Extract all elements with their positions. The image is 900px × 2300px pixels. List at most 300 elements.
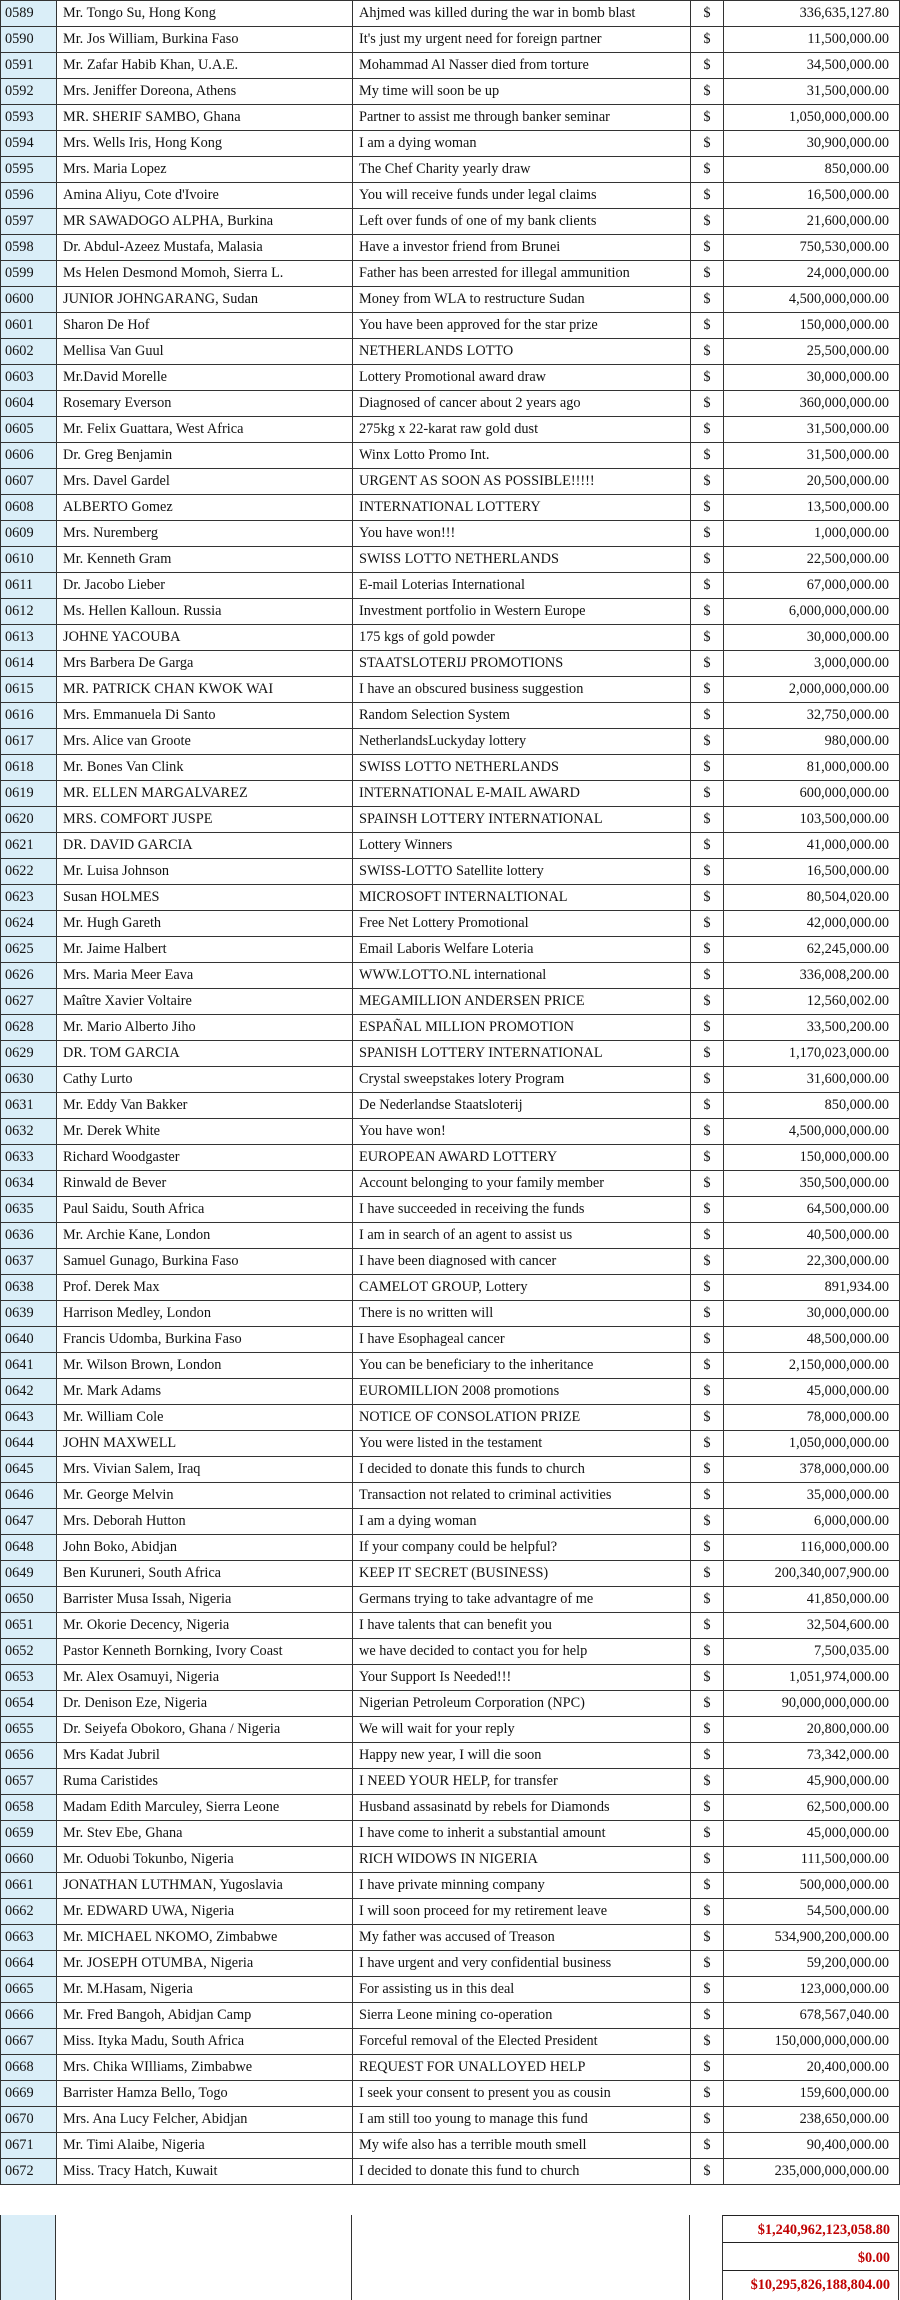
row-id: 0614 [1,651,57,677]
totals-subject-cell [352,2215,690,2300]
row-amount: 336,008,200.00 [724,963,900,989]
row-sender: Mrs. Ana Lucy Felcher, Abidjan [57,2107,353,2133]
row-currency: $ [691,2029,724,2055]
row-amount: 62,245,000.00 [724,937,900,963]
row-currency: $ [691,677,724,703]
row-currency: $ [691,625,724,651]
table-row [1,677,900,703]
row-amount: 4,500,000,000.00 [724,287,900,313]
table-row [1,443,900,469]
table-row [1,1327,900,1353]
row-subject: Husband assasinatd by rebels for Diamonds [353,1795,691,1821]
row-id: 0649 [1,1561,57,1587]
table-row [1,1665,900,1691]
row-id: 0664 [1,1951,57,1977]
row-amount: 336,635,127.80 [724,1,900,27]
table-row [1,1197,900,1223]
row-amount: 2,150,000,000.00 [724,1353,900,1379]
ledger-rows [1,1,900,2185]
row-currency: $ [691,1,724,27]
row-id: 0633 [1,1145,57,1171]
row-sender: Mr. Wilson Brown, London [57,1353,353,1379]
row-amount: 90,000,000,000.00 [724,1691,900,1717]
subtotal-rule [723,2242,899,2243]
row-amount: 45,000,000.00 [724,1821,900,1847]
row-subject: I seek your consent to present you as cousin [353,2081,691,2107]
row-sender: Mr. Fred Bangoh, Abidjan Camp [57,2003,353,2029]
row-currency: $ [691,1275,724,1301]
row-sender: Mrs. Emmanuela Di Santo [57,703,353,729]
row-currency: $ [691,2107,724,2133]
row-amount: 4,500,000,000.00 [724,1119,900,1145]
row-subject: Investment portfolio in Western Europe [353,599,691,625]
row-sender: Francis Udomba, Burkina Faso [57,1327,353,1353]
row-currency: $ [691,1405,724,1431]
row-sender: Amina Aliyu, Cote d'Ivoire [57,183,353,209]
row-currency: $ [691,1457,724,1483]
row-id: 0602 [1,339,57,365]
row-amount: 80,504,020.00 [724,885,900,911]
table-row [1,1431,900,1457]
row-id: 0666 [1,2003,57,2029]
row-id: 0635 [1,1197,57,1223]
row-id: 0603 [1,365,57,391]
row-id: 0639 [1,1301,57,1327]
row-currency: $ [691,781,724,807]
row-subject: EUROPEAN AWARD LOTTERY [353,1145,691,1171]
row-currency: $ [691,1301,724,1327]
row-subject: Happy new year, I will die soon [353,1743,691,1769]
row-subject: Your Support Is Needed!!! [353,1665,691,1691]
row-currency: $ [691,1613,724,1639]
row-currency: $ [691,339,724,365]
table-row [1,755,900,781]
table-row [1,599,900,625]
row-id: 0623 [1,885,57,911]
table-row [1,157,900,183]
table-row [1,625,900,651]
row-subject: For assisting us in this deal [353,1977,691,2003]
row-sender: Mr. William Cole [57,1405,353,1431]
row-amount: 22,300,000.00 [724,1249,900,1275]
row-subject: You have won!!! [353,521,691,547]
row-currency: $ [691,183,724,209]
row-currency: $ [691,1197,724,1223]
table-row [1,1613,900,1639]
row-sender: Mr. MICHAEL NKOMO, Zimbabwe [57,1925,353,1951]
row-id: 0612 [1,599,57,625]
row-subject: NetherlandsLuckyday lottery [353,729,691,755]
row-subject: It's just my urgent need for foreign partner [353,27,691,53]
table-row [1,703,900,729]
table-row [1,2055,900,2081]
table-row [1,183,900,209]
row-amount: 850,000.00 [724,1093,900,1119]
table-row [1,339,900,365]
row-amount: 235,000,000,000.00 [724,2159,900,2185]
row-id: 0626 [1,963,57,989]
table-row [1,2029,900,2055]
table-row [1,1977,900,2003]
row-currency: $ [691,1977,724,2003]
row-currency: $ [691,1353,724,1379]
row-currency: $ [691,261,724,287]
row-sender: Dr. Seiyefa Obokoro, Ghana / Nigeria [57,1717,353,1743]
adjustment-value: $0.00 [857,2250,890,2266]
row-amount: 1,050,000,000.00 [724,105,900,131]
row-sender: Mr. Bones Van Clink [57,755,353,781]
subtotal-value: $1,240,962,123,058.80 [757,2222,890,2238]
row-currency: $ [691,1691,724,1717]
row-subject: ESPAÑAL MILLION PROMOTION [353,1015,691,1041]
row-amount: 21,600,000.00 [724,209,900,235]
table-row [1,2159,900,2185]
table-row [1,1873,900,1899]
row-id: 0595 [1,157,57,183]
table-row [1,2081,900,2107]
row-amount: 20,400,000.00 [724,2055,900,2081]
row-subject: You have won! [353,1119,691,1145]
row-currency: $ [691,911,724,937]
row-currency: $ [691,1067,724,1093]
table-row [1,1743,900,1769]
row-amount: 750,530,000.00 [724,235,900,261]
totals-id-cell [0,2215,56,2300]
table-row [1,833,900,859]
row-currency: $ [691,287,724,313]
table-row [1,53,900,79]
table-row [1,1847,900,1873]
row-subject: STAATSLOTERIJ PROMOTIONS [353,651,691,677]
row-sender: Mrs. Davel Gardel [57,469,353,495]
row-subject: Email Laboris Welfare Loteria [353,937,691,963]
row-id: 0599 [1,261,57,287]
row-id: 0628 [1,1015,57,1041]
row-subject: Random Selection System [353,703,691,729]
row-currency: $ [691,1587,724,1613]
row-amount: 238,650,000.00 [724,2107,900,2133]
row-currency: $ [691,157,724,183]
row-currency: $ [691,1795,724,1821]
row-id: 0590 [1,27,57,53]
row-sender: Mr. Felix Guattara, West Africa [57,417,353,443]
row-id: 0647 [1,1509,57,1535]
table-row [1,651,900,677]
row-subject: I am a dying woman [353,131,691,157]
row-subject: I have talents that can benefit you [353,1613,691,1639]
row-subject: Have a investor friend from Brunei [353,235,691,261]
adjustment-rule [723,2270,899,2271]
row-amount: 150,000,000.00 [724,313,900,339]
row-amount: 48,500,000.00 [724,1327,900,1353]
row-sender: Mr. Luisa Johnson [57,859,353,885]
row-currency: $ [691,989,724,1015]
row-id: 0655 [1,1717,57,1743]
row-currency: $ [691,1119,724,1145]
row-amount: 42,000,000.00 [724,911,900,937]
table-row [1,209,900,235]
row-subject: Diagnosed of cancer about 2 years ago [353,391,691,417]
row-currency: $ [691,1093,724,1119]
table-row [1,1769,900,1795]
table-row [1,1223,900,1249]
row-amount: 81,000,000.00 [724,755,900,781]
row-currency: $ [691,79,724,105]
grand-total-value: $10,295,826,188,804.00 [750,2277,890,2293]
row-currency: $ [691,2081,724,2107]
row-subject: Lottery Promotional award draw [353,365,691,391]
row-sender: Mr. Oduobi Tokunbo, Nigeria [57,1847,353,1873]
row-currency: $ [691,27,724,53]
table-row [1,365,900,391]
row-amount: 22,500,000.00 [724,547,900,573]
row-sender: Mrs. Vivian Salem, Iraq [57,1457,353,1483]
row-amount: 90,400,000.00 [724,2133,900,2159]
row-id: 0611 [1,573,57,599]
row-subject: I have urgent and very confidential business [353,1951,691,1977]
table-row [1,1691,900,1717]
row-subject: RICH WIDOWS IN NIGERIA [353,1847,691,1873]
row-subject: MEGAMILLION ANDERSEN PRICE [353,989,691,1015]
row-id: 0619 [1,781,57,807]
row-sender: Mr. Alex Osamuyi, Nigeria [57,1665,353,1691]
row-subject: KEEP IT SECRET (BUSINESS) [353,1561,691,1587]
row-amount: 150,000,000,000.00 [724,2029,900,2055]
row-currency: $ [691,2159,724,2185]
row-currency: $ [691,859,724,885]
row-amount: 78,000,000.00 [724,1405,900,1431]
row-sender: Richard Woodgaster [57,1145,353,1171]
row-amount: 20,500,000.00 [724,469,900,495]
row-id: 0670 [1,2107,57,2133]
row-subject: SPAINSH LOTTERY INTERNATIONAL [353,807,691,833]
row-sender: Mr. Derek White [57,1119,353,1145]
row-sender: Rinwald de Bever [57,1171,353,1197]
row-subject: Crystal sweepstakes lotery Program [353,1067,691,1093]
row-id: 0646 [1,1483,57,1509]
row-subject: URGENT AS SOON AS POSSIBLE!!!!! [353,469,691,495]
row-id: 0630 [1,1067,57,1093]
row-id: 0644 [1,1431,57,1457]
table-row [1,287,900,313]
row-amount: 32,750,000.00 [724,703,900,729]
row-amount: 378,000,000.00 [724,1457,900,1483]
row-id: 0663 [1,1925,57,1951]
row-subject: The Chef Charity yearly draw [353,157,691,183]
row-currency: $ [691,1717,724,1743]
row-amount: 24,000,000.00 [724,261,900,287]
row-sender: Mrs. Chika WIlliams, Zimbabwe [57,2055,353,2081]
row-id: 0596 [1,183,57,209]
row-id: 0600 [1,287,57,313]
row-currency: $ [691,235,724,261]
row-id: 0662 [1,1899,57,1925]
table-row [1,1717,900,1743]
row-amount: 1,050,000,000.00 [724,1431,900,1457]
table-row [1,1561,900,1587]
table-row [1,963,900,989]
row-currency: $ [691,209,724,235]
row-currency: $ [691,1041,724,1067]
row-currency: $ [691,599,724,625]
row-sender: MR. ELLEN MARGALVAREZ [57,781,353,807]
row-sender: Sharon De Hof [57,313,353,339]
row-currency: $ [691,651,724,677]
row-id: 0591 [1,53,57,79]
row-amount: 30,000,000.00 [724,625,900,651]
row-currency: $ [691,755,724,781]
row-id: 0624 [1,911,57,937]
row-sender: Miss. Tracy Hatch, Kuwait [57,2159,353,2185]
table-row [1,27,900,53]
row-sender: Mr.David Morelle [57,365,353,391]
row-subject: 175 kgs of gold powder [353,625,691,651]
row-id: 0594 [1,131,57,157]
row-sender: Mr. JOSEPH OTUMBA, Nigeria [57,1951,353,1977]
row-amount: 31,500,000.00 [724,79,900,105]
totals-top-rule [723,2215,899,2216]
row-id: 0658 [1,1795,57,1821]
row-currency: $ [691,1743,724,1769]
row-sender: Mellisa Van Guul [57,339,353,365]
row-subject: SPANISH LOTTERY INTERNATIONAL [353,1041,691,1067]
row-amount: 891,934.00 [724,1275,900,1301]
table-row [1,1249,900,1275]
row-currency: $ [691,1145,724,1171]
table-row [1,495,900,521]
row-sender: Mr. Jaime Halbert [57,937,353,963]
row-currency: $ [691,1899,724,1925]
row-subject: There is no written will [353,1301,691,1327]
row-amount: 41,000,000.00 [724,833,900,859]
row-amount: 73,342,000.00 [724,1743,900,1769]
row-subject: I will soon proceed for my retirement leave [353,1899,691,1925]
row-sender: Harrison Medley, London [57,1301,353,1327]
row-currency: $ [691,1431,724,1457]
row-amount: 3,000,000.00 [724,651,900,677]
row-currency: $ [691,521,724,547]
row-sender: DR. TOM GARCIA [57,1041,353,1067]
row-id: 0592 [1,79,57,105]
row-sender: JOHN MAXWELL [57,1431,353,1457]
row-subject: I have succeeded in receiving the funds [353,1197,691,1223]
row-sender: Dr. Abdul-Azeez Mustafa, Malasia [57,235,353,261]
row-id: 0657 [1,1769,57,1795]
totals-section [0,2215,899,2300]
row-sender: JUNIOR JOHNGARANG, Sudan [57,287,353,313]
row-subject: Forceful removal of the Elected President [353,2029,691,2055]
row-sender: Prof. Derek Max [57,1275,353,1301]
row-currency: $ [691,573,724,599]
row-subject: I have been diagnosed with cancer [353,1249,691,1275]
row-amount: 7,500,035.00 [724,1639,900,1665]
table-row [1,1275,900,1301]
row-amount: 34,500,000.00 [724,53,900,79]
row-sender: Mr. Mark Adams [57,1379,353,1405]
row-currency: $ [691,1951,724,1977]
row-subject: I have Esophageal cancer [353,1327,691,1353]
row-id: 0640 [1,1327,57,1353]
row-subject: You have been approved for the star prize [353,313,691,339]
row-currency: $ [691,1821,724,1847]
row-currency: $ [691,1665,724,1691]
row-amount: 35,000,000.00 [724,1483,900,1509]
row-amount: 59,200,000.00 [724,1951,900,1977]
row-id: 0661 [1,1873,57,1899]
row-currency: $ [691,1873,724,1899]
row-amount: 62,500,000.00 [724,1795,900,1821]
table-row [1,1067,900,1093]
table-row [1,573,900,599]
row-sender: Mr. Archie Kane, London [57,1223,353,1249]
row-id: 0642 [1,1379,57,1405]
row-sender: Mrs. Maria Lopez [57,157,353,183]
row-sender: Mr. Zafar Habib Khan, U.A.E. [57,53,353,79]
row-id: 0607 [1,469,57,495]
table-row [1,859,900,885]
row-subject: De Nederlandse Staatsloterij [353,1093,691,1119]
row-subject: CAMELOT GROUP, Lottery [353,1275,691,1301]
row-id: 0636 [1,1223,57,1249]
row-sender: John Boko, Abidjan [57,1535,353,1561]
row-sender: Barrister Hamza Bello, Togo [57,2081,353,2107]
row-subject: INTERNATIONAL E-MAIL AWARD [353,781,691,807]
table-row [1,1925,900,1951]
row-subject: I am a dying woman [353,1509,691,1535]
totals-currency-cell [690,2215,723,2300]
table-row [1,1899,900,1925]
row-id: 0631 [1,1093,57,1119]
row-sender: Rosemary Everson [57,391,353,417]
table-row [1,1041,900,1067]
row-id: 0610 [1,547,57,573]
table-row [1,1171,900,1197]
row-id: 0616 [1,703,57,729]
row-sender: Samuel Gunago, Burkina Faso [57,1249,353,1275]
row-subject: My father was accused of Treason [353,1925,691,1951]
row-currency: $ [691,495,724,521]
row-amount: 1,170,023,000.00 [724,1041,900,1067]
row-subject: we have decided to contact you for help [353,1639,691,1665]
row-sender: Mr. Hugh Gareth [57,911,353,937]
row-amount: 360,000,000.00 [724,391,900,417]
row-subject: If your company could be helpful? [353,1535,691,1561]
table-row [1,1379,900,1405]
row-amount: 32,504,600.00 [724,1613,900,1639]
row-amount: 40,500,000.00 [724,1223,900,1249]
row-currency: $ [691,807,724,833]
row-id: 0660 [1,1847,57,1873]
row-subject: I am in search of an agent to assist us [353,1223,691,1249]
row-id: 0597 [1,209,57,235]
row-subject: NETHERLANDS LOTTO [353,339,691,365]
row-subject: I have come to inherit a substantial amount [353,1821,691,1847]
row-subject: SWISS LOTTO NETHERLANDS [353,755,691,781]
row-subject: INTERNATIONAL LOTTERY [353,495,691,521]
row-amount: 103,500,000.00 [724,807,900,833]
table-row [1,1,900,27]
row-currency: $ [691,1535,724,1561]
row-amount: 54,500,000.00 [724,1899,900,1925]
row-subject: Sierra Leone mining co-operation [353,2003,691,2029]
row-sender: Mrs. Deborah Hutton [57,1509,353,1535]
row-subject: I am still too young to manage this fund [353,2107,691,2133]
row-id: 0605 [1,417,57,443]
row-currency: $ [691,937,724,963]
row-amount: 31,500,000.00 [724,417,900,443]
row-amount: 6,000,000,000.00 [724,599,900,625]
row-id: 0598 [1,235,57,261]
